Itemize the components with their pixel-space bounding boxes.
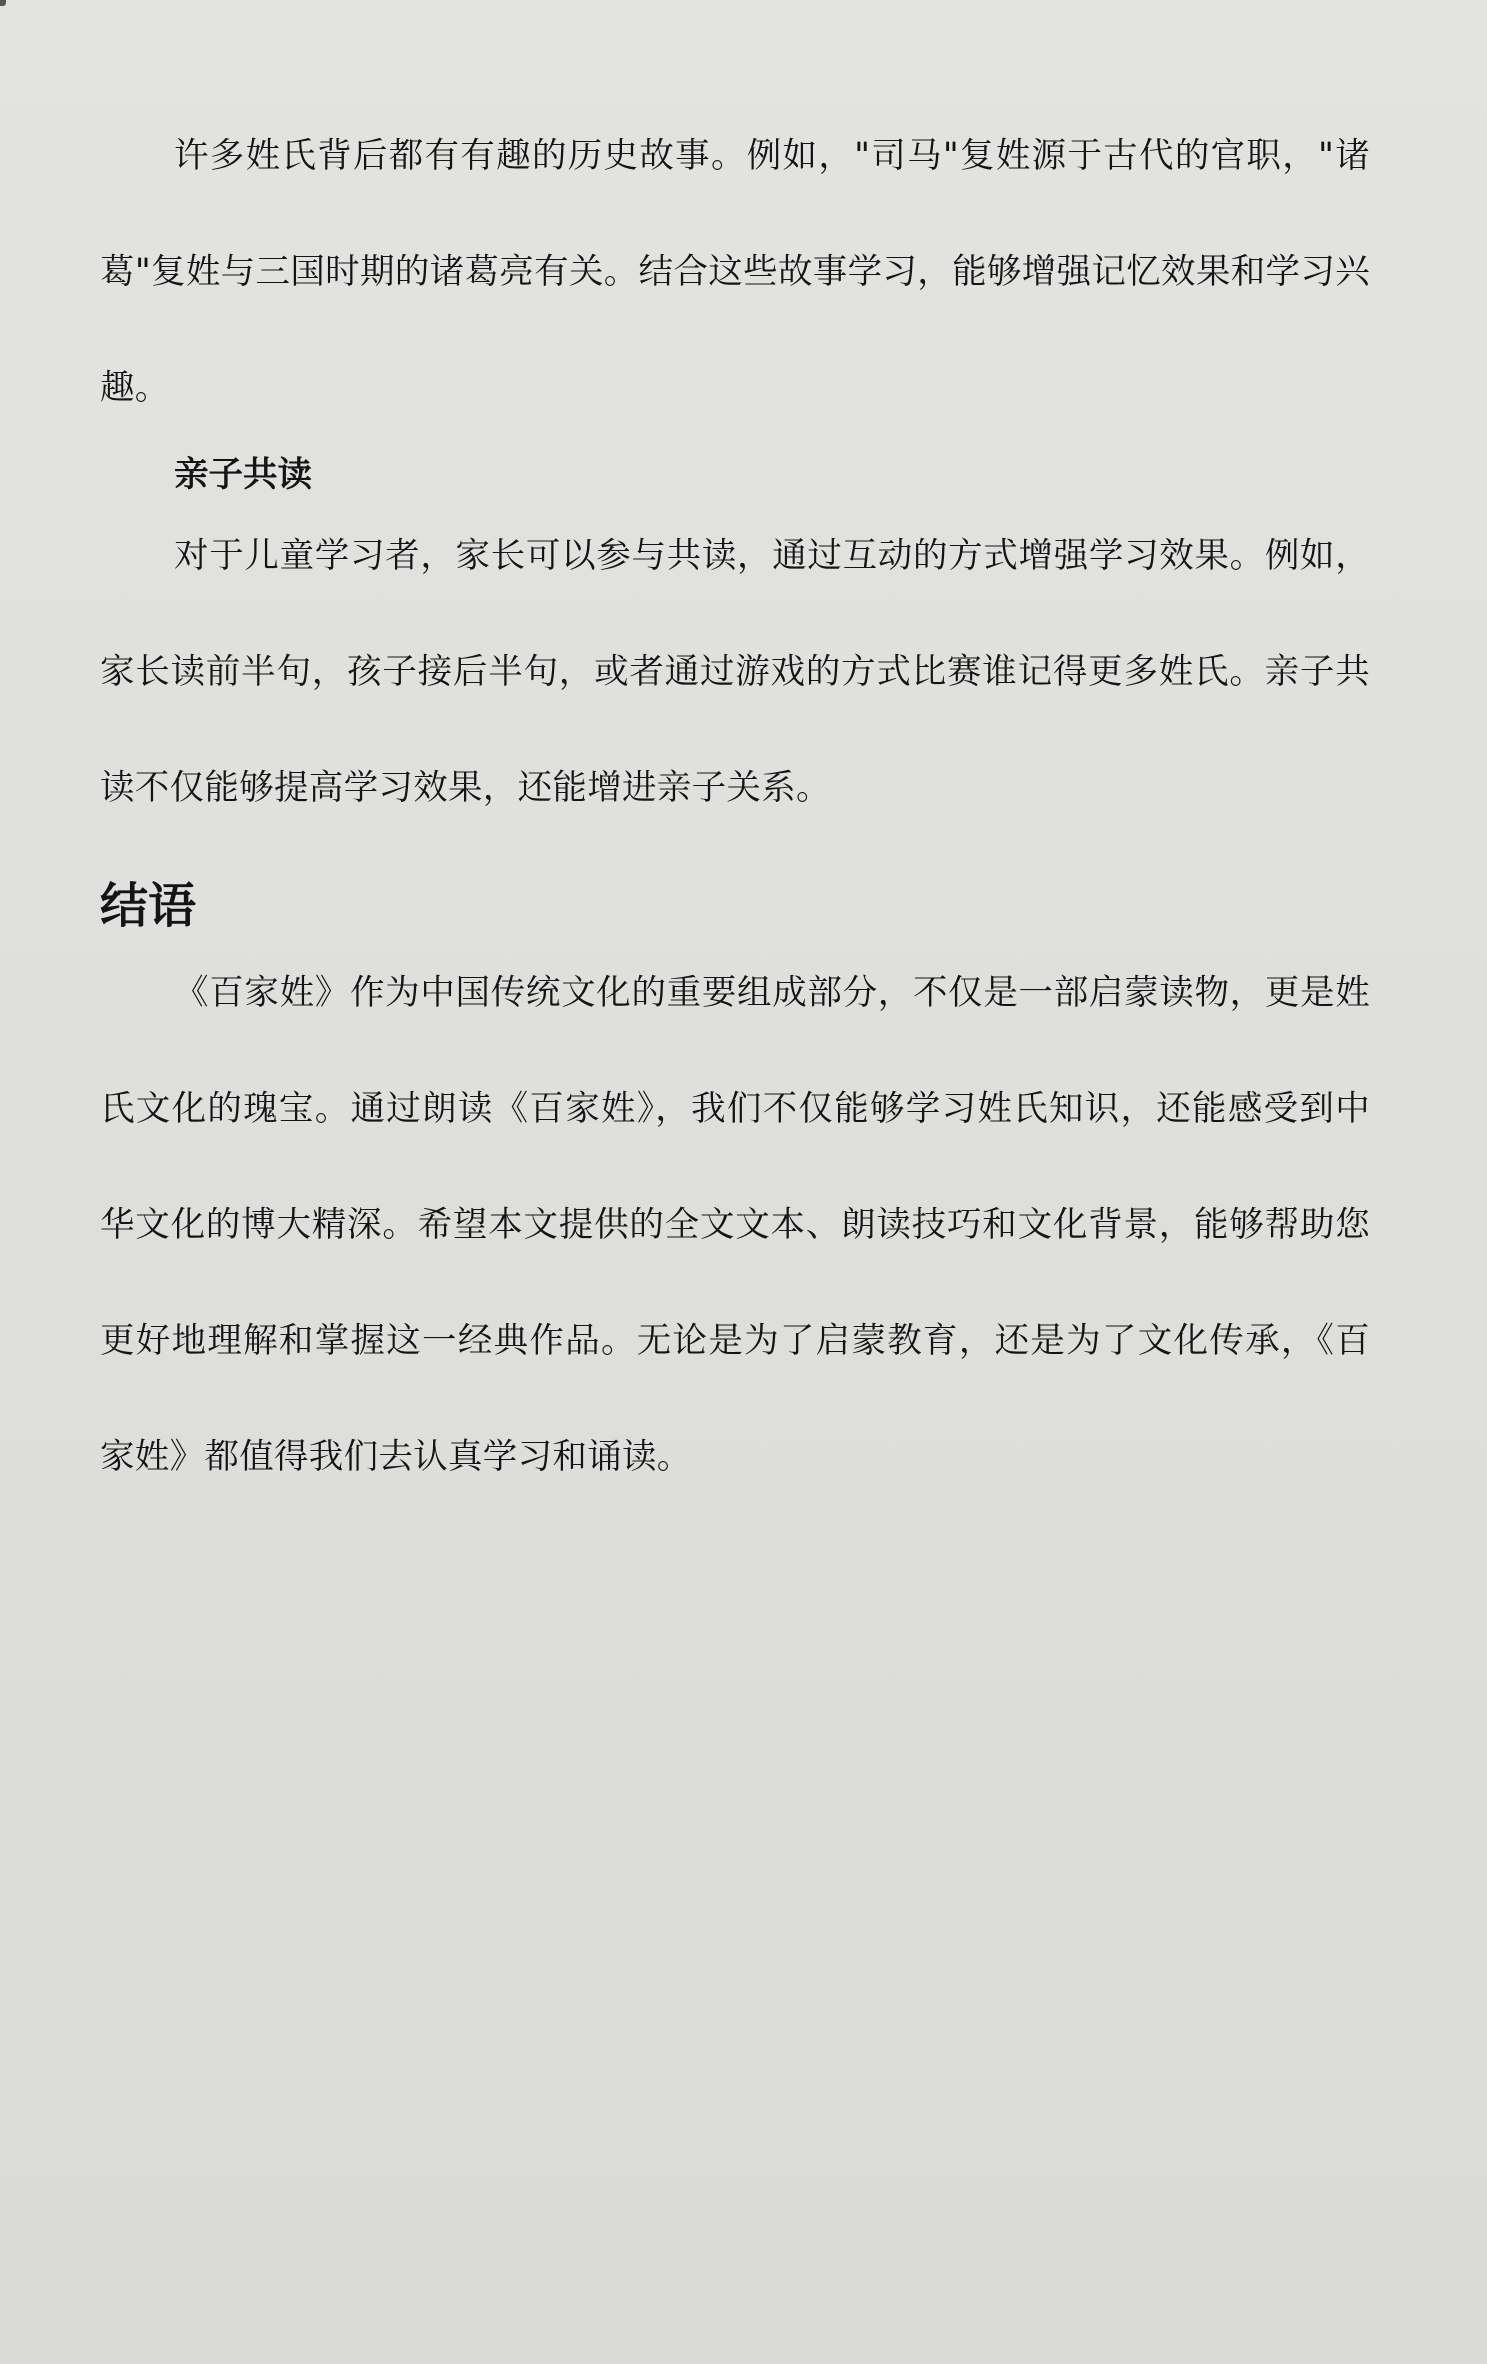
stories-paragraph: 许多姓氏背后都有有趣的历史故事。例如，"司马"复姓源于古代的官职，"诸葛"复姓与三国时期的诸葛亮有关。结合这些故事学习，能够增强记忆效果和学习兴趣。	[100, 136, 1370, 408]
document-body	[100, 130, 1370, 1515]
corner-mark	[0, 0, 6, 6]
parent-child-reading-heading: 亲子共读	[174, 455, 312, 495]
parent-child-reading-paragraph: 对于儿童学习者，家长可以参与共读，通过互动的方式增强学习效果。例如，家长读前半句，孩子接后半句，或者通过游戏的方式比赛谁记得更多姓氏。亲子共读不仅能够提高学习效果，还能增进亲子关系。	[100, 536, 1370, 808]
conclusion-heading: 结语	[100, 878, 197, 934]
conclusion-paragraph: 《百家姓》作为中国传统文化的重要组成部分，不仅是一部启蒙读物，更是姓氏文化的瑰宝。通过朗读《百家姓》，我们不仅能够学习姓氏知识，还能感受到中华文化的博大精深。希望本文提供的全文文本、朗读技巧和文化背景，能够帮助您更好地理解和掌握这一经典作品。无论是为了启蒙教育，还是为了文化传承，《百家姓》都值得我们去认真学习和诵读。	[100, 973, 1370, 1477]
